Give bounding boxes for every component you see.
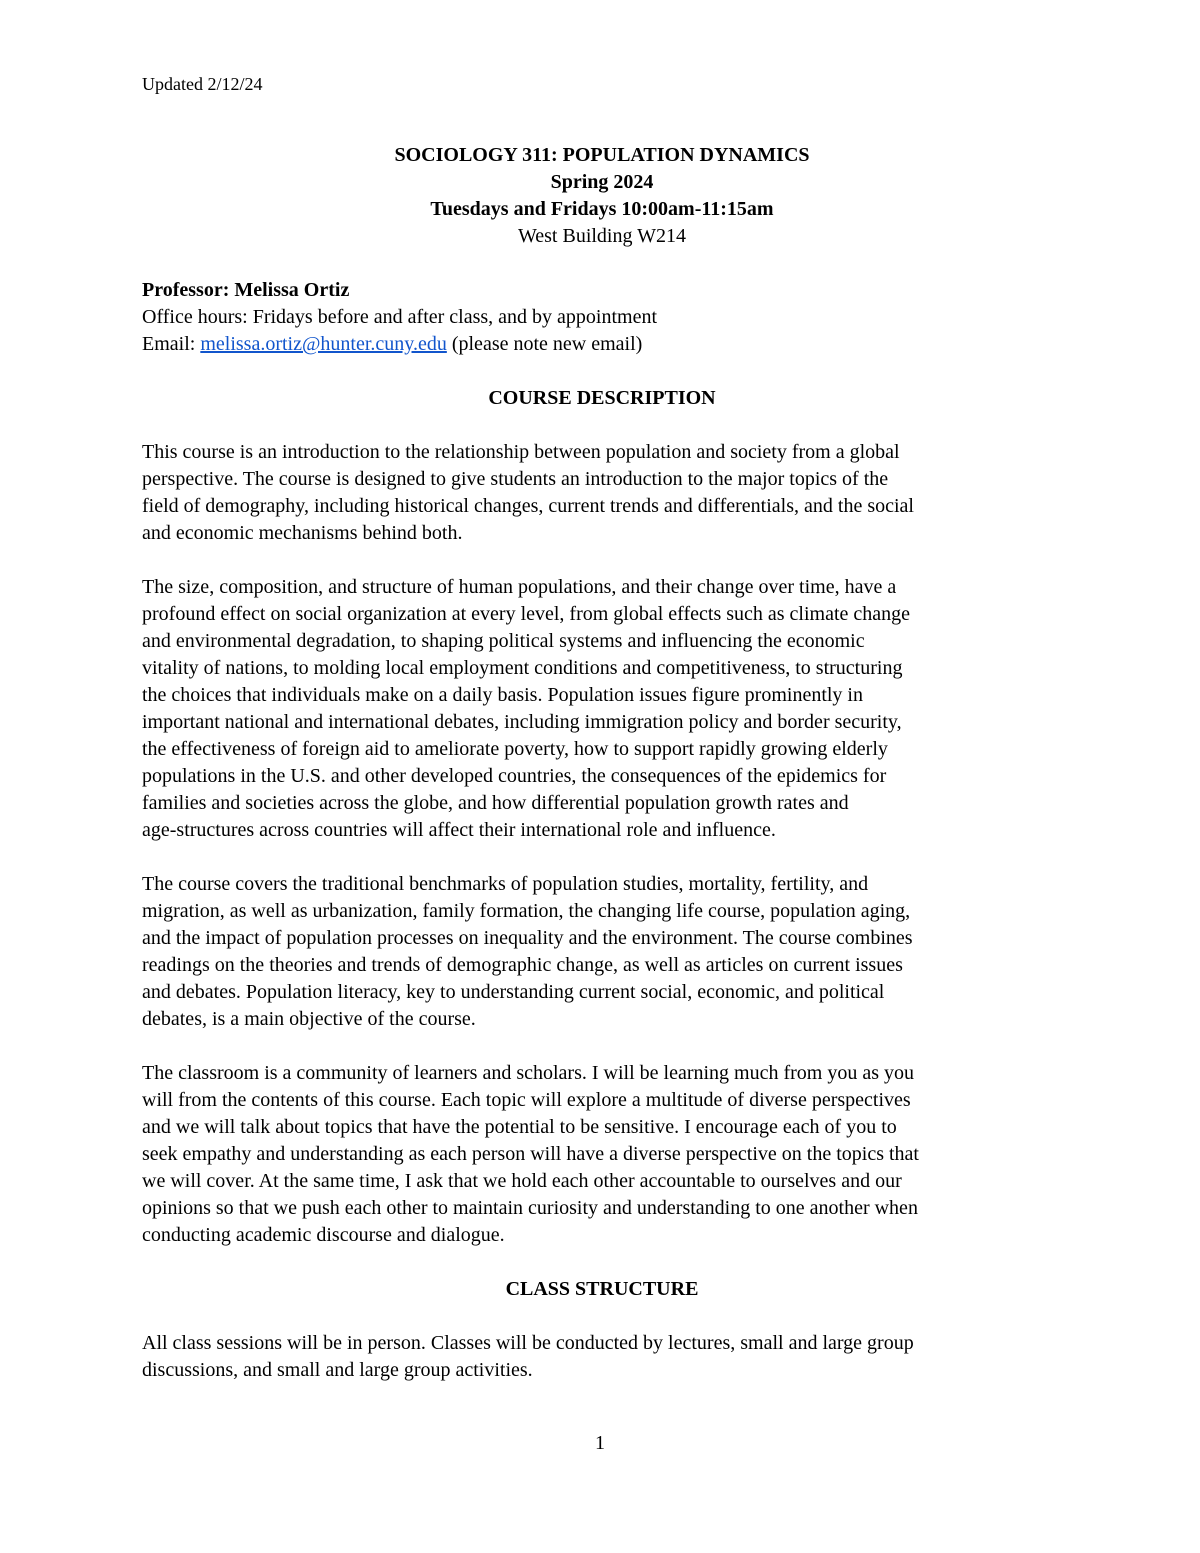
course-location: West Building W214 [517, 225, 687, 247]
office-hours: Office hours: Fridays before and after class, and by appointment [142, 306, 658, 328]
course-term: Spring 2024 [550, 171, 654, 193]
text-line: the effectiveness of foreign aid to ameliorate poverty, how to support rapidly growing elderly [142, 738, 888, 760]
text-line: This course is an introduction to the relationship between population and society from a global [142, 441, 900, 463]
text-line: populations in the U.S. and other developed countries, the consequences of the epidemics for [142, 765, 887, 787]
course-schedule: Tuesdays and Fridays 10:00am-11:15am [430, 198, 774, 220]
text-line: age-structures across countries will affect their international role and influence. [142, 819, 776, 841]
spacer [142, 412, 1062, 439]
text-line: opinions so that we push each other to maintain curiosity and understanding to one another when [142, 1197, 918, 1219]
text-line: and debates. Population literacy, key to understanding current social, economic, and political [142, 981, 885, 1003]
text-line: field of demography, including historical changes, current trends and differentials, and the social [142, 495, 914, 517]
spacer [142, 844, 1062, 871]
text-line: and we will talk about topics that have the potential to be sensitive. I encourage each of you to [142, 1116, 897, 1138]
text-line: The size, composition, and structure of human populations, and their change over time, have a [142, 576, 897, 598]
text-line: perspective. The course is designed to give students an introduction to the major topics of the [142, 468, 889, 490]
course-description-heading: COURSE DESCRIPTION [488, 387, 716, 409]
spacer [142, 250, 1062, 277]
email-link[interactable]: melissa.ortiz@hunter.cuny.edu [200, 333, 447, 355]
spacer [142, 1249, 1062, 1276]
description-paragraph [142, 1060, 1062, 1249]
text-line: conducting academic discourse and dialogue. [142, 1224, 505, 1246]
text-line: discussions, and small and large group activities. [142, 1359, 533, 1381]
text-line: debates, is a main objective of the course. [142, 1008, 476, 1030]
spacer [142, 1033, 1062, 1060]
class-structure-paragraph [142, 1330, 1062, 1384]
page-number: 1 [595, 1432, 605, 1454]
text-line: seek empathy and understanding as each person will have a diverse perspective on the topics that [142, 1143, 919, 1165]
spacer [142, 1303, 1062, 1330]
text-line: the choices that individuals make on a daily basis. Population issues figure prominently in [142, 684, 863, 706]
text-line: will from the contents of this course. Each topic will explore a multitude of diverse perspectives [142, 1089, 911, 1111]
text-line: and the impact of population processes on inequality and the environment. The course combines [142, 927, 913, 949]
text-line: and environmental degradation, to shaping political systems and influencing the economic [142, 630, 865, 652]
text-line: families and societies across the globe, and how differential population growth rates and [142, 792, 849, 814]
text-line: profound effect on social organization at every level, from global effects such as climate change [142, 603, 911, 625]
description-paragraph [142, 439, 1062, 547]
spacer [142, 547, 1062, 574]
class-structure-heading: CLASS STRUCTURE [505, 1278, 699, 1300]
text-line: important national and international debates, including immigration policy and border security, [142, 711, 902, 733]
description-paragraph [142, 871, 1062, 1033]
course-title: SOCIOLOGY 311: POPULATION DYNAMICS [394, 144, 810, 166]
document-body [142, 142, 1062, 1384]
email-label: Email: [142, 333, 201, 355]
spacer [142, 358, 1062, 385]
description-paragraph [142, 574, 1062, 844]
text-line: readings on the theories and trends of demographic change, as well as articles on current issues [142, 954, 903, 976]
updated-date: Updated 2/12/24 [142, 74, 263, 94]
professor-name: Professor: Melissa Ortiz [142, 279, 350, 301]
text-line: and economic mechanisms behind both. [142, 522, 463, 544]
text-line: migration, as well as urbanization, family formation, the changing life course, population aging, [142, 900, 911, 922]
email-note: (please note new email) [446, 333, 643, 355]
email-line [142, 331, 1062, 358]
text-line: The course covers the traditional benchmarks of population studies, mortality, fertility, and [142, 873, 869, 895]
text-line: we will cover. At the same time, I ask that we hold each other accountable to ourselves and our [142, 1170, 902, 1192]
text-line: All class sessions will be in person. Classes will be conducted by lectures, small and large group [142, 1332, 914, 1354]
text-line: The classroom is a community of learners and scholars. I will be learning much from you as you [142, 1062, 915, 1084]
text-line: vitality of nations, to molding local employment conditions and competitiveness, to structuring [142, 657, 903, 679]
